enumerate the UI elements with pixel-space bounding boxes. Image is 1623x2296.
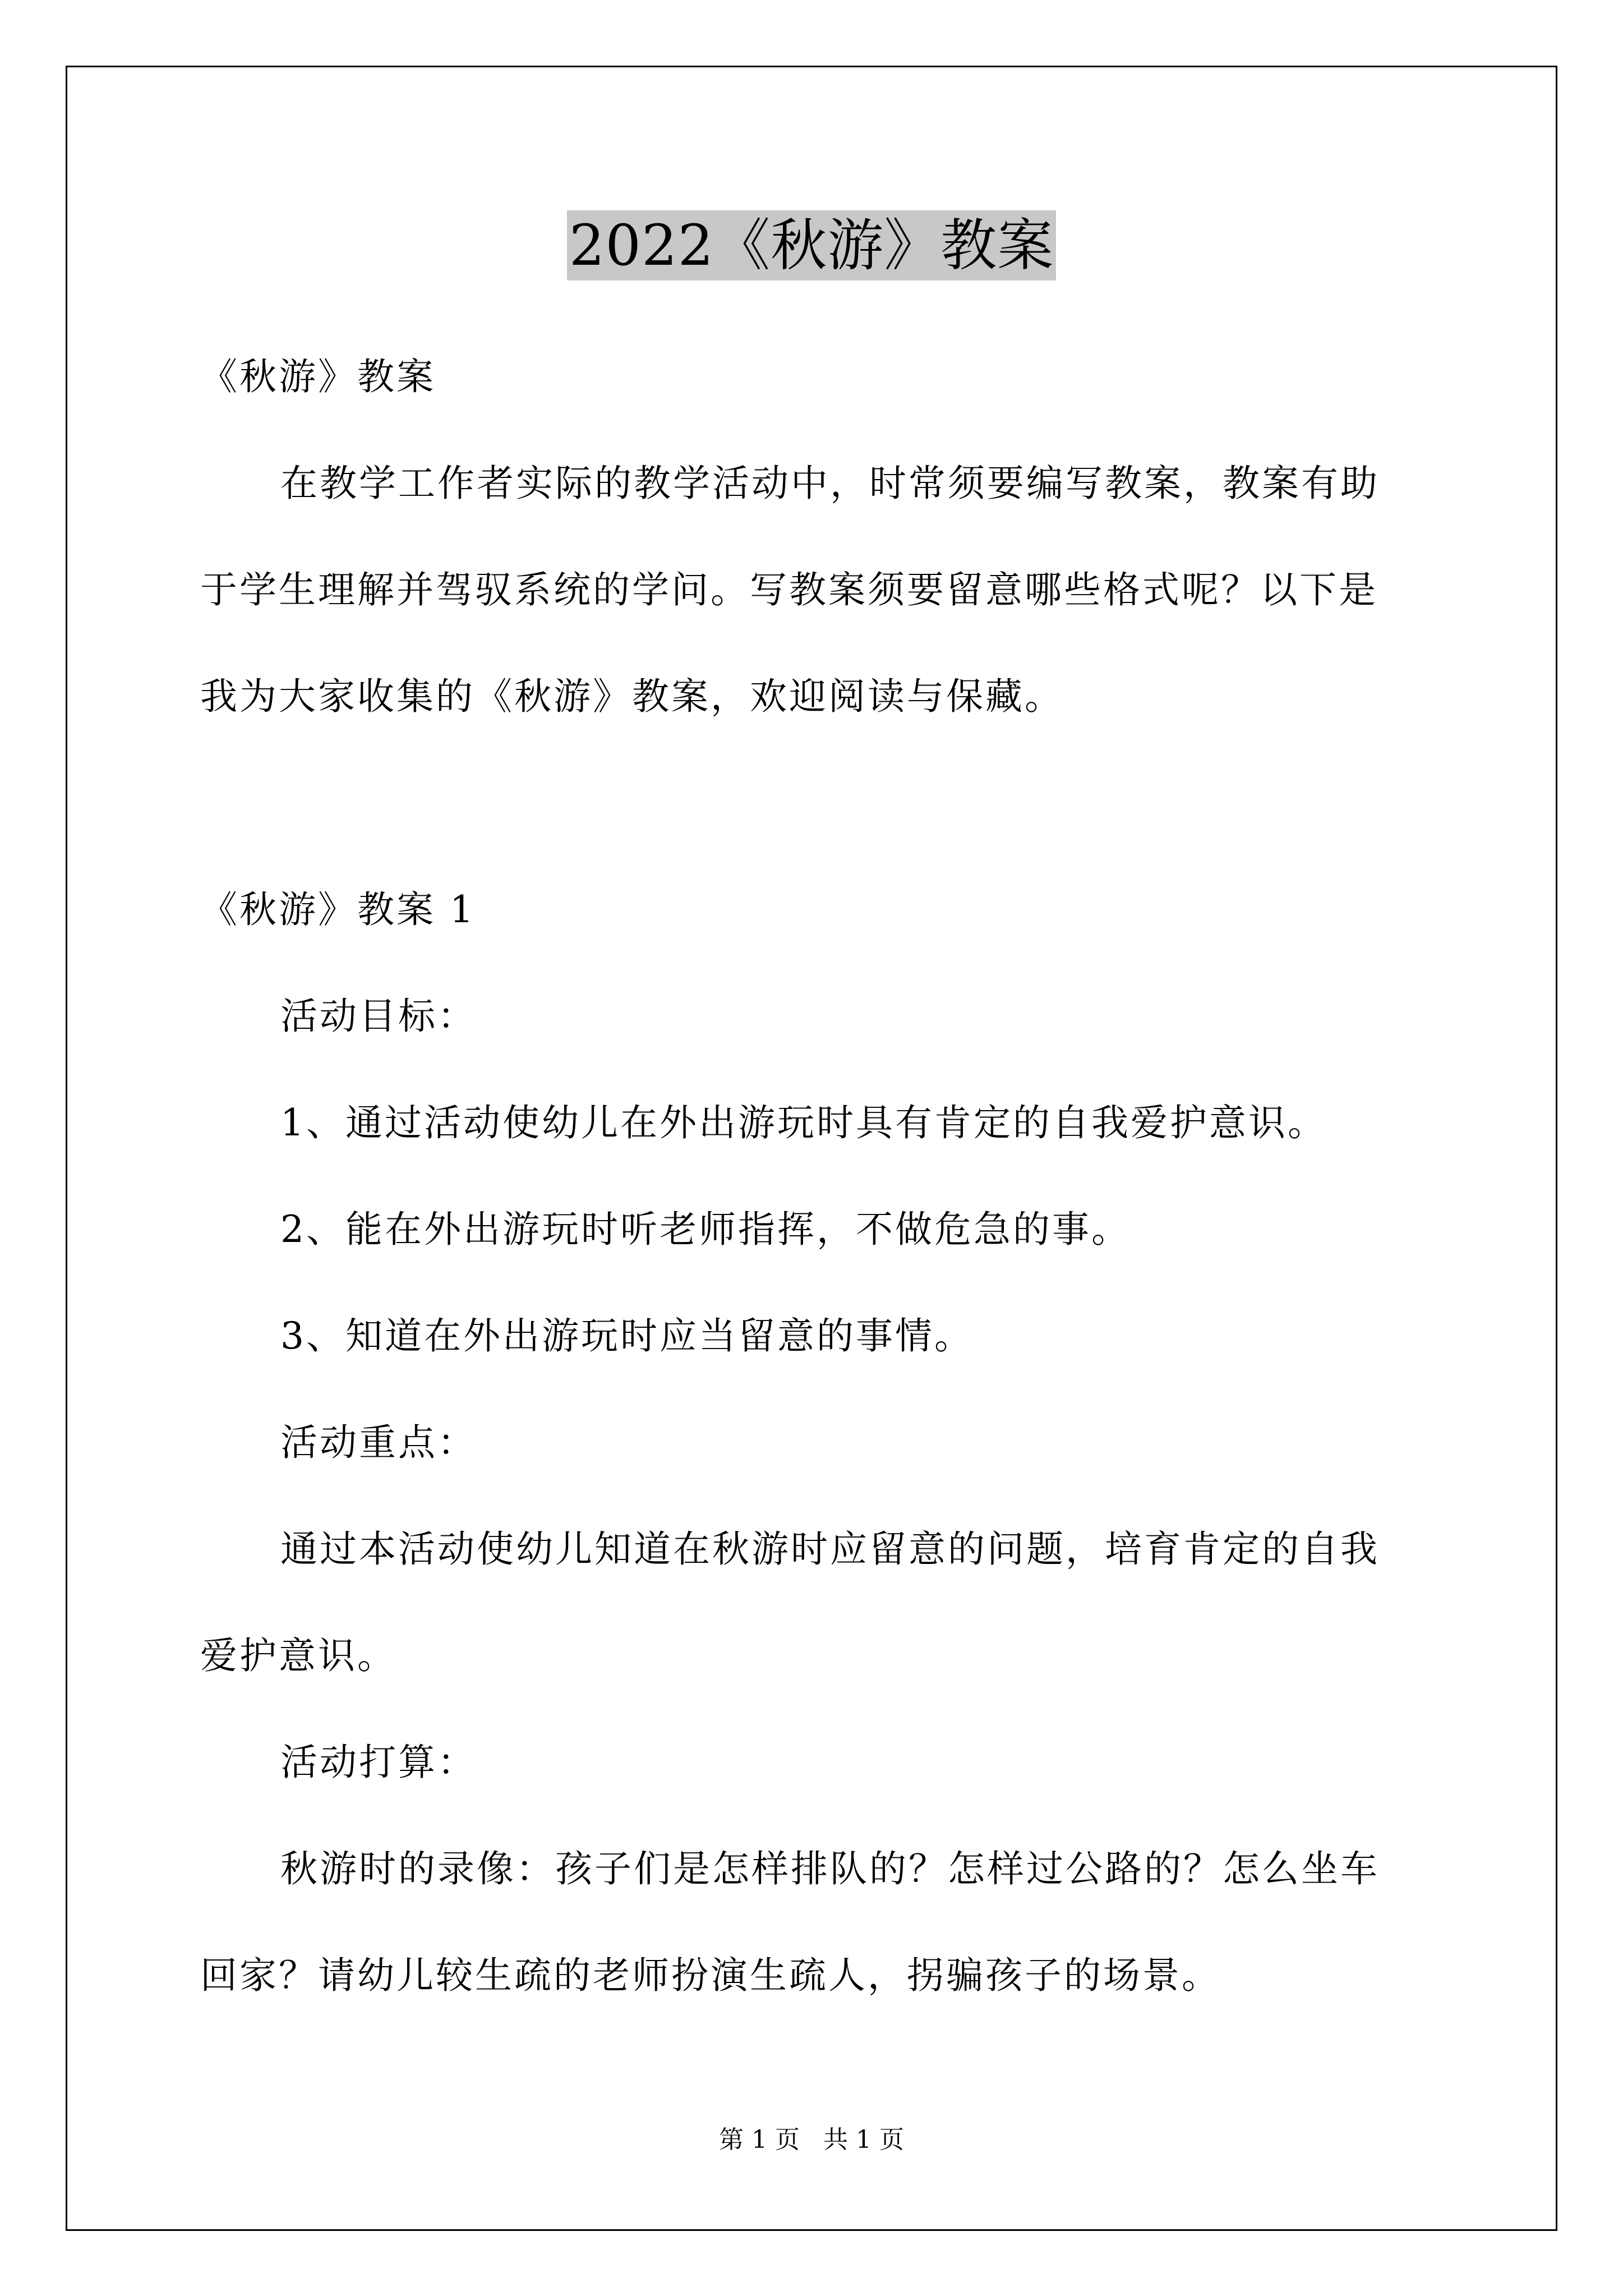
paragraph-line: 通过本活动使幼儿知道在秋游时应留意的问题，培育肯定的自我 [280, 1527, 1380, 1571]
title-container [0, 210, 1623, 280]
subheading: 活动重点： [280, 1421, 477, 1464]
page-footer [0, 2123, 1623, 2157]
section-heading: 《秋游》教案 [200, 355, 436, 398]
paragraph-line: 秋游时的录像：孩子们是怎样排队的？怎样过公路的？怎么坐车 [280, 1847, 1380, 1890]
subheading: 活动目标： [280, 995, 477, 1038]
page-title: 2022《秋游》教案 [567, 210, 1057, 280]
page-total: 共 1 页 [823, 2125, 904, 2154]
paragraph-line: 爱护意识。 [200, 1634, 396, 1677]
paragraph-line: 我为大家收集的《秋游》教案，欢迎阅读与保藏。 [200, 675, 1064, 718]
list-item: 1、通过活动使幼儿在外出游玩时具有肯定的自我爱护意识。 [280, 1101, 1327, 1144]
section-heading: 《秋游》教案 1 [200, 888, 476, 931]
list-item: 2、能在外出游玩时听老师指挥，不做危急的事。 [280, 1208, 1131, 1251]
paragraph-line: 在教学工作者实际的教学活动中，时常须要编写教案，教案有助 [280, 462, 1380, 505]
subheading: 活动打算： [280, 1741, 477, 1784]
paragraph-line: 回家？请幼儿较生疏的老师扮演生疏人，拐骗孩子的场景。 [200, 1954, 1221, 1997]
page-number: 第 1 页 [719, 2125, 800, 2154]
paragraph-line: 于学生理解并驾驭系统的学问。写教案须要留意哪些格式呢？以下是 [200, 568, 1378, 611]
list-item: 3、知道在外出游玩时应当留意的事情。 [280, 1314, 974, 1358]
